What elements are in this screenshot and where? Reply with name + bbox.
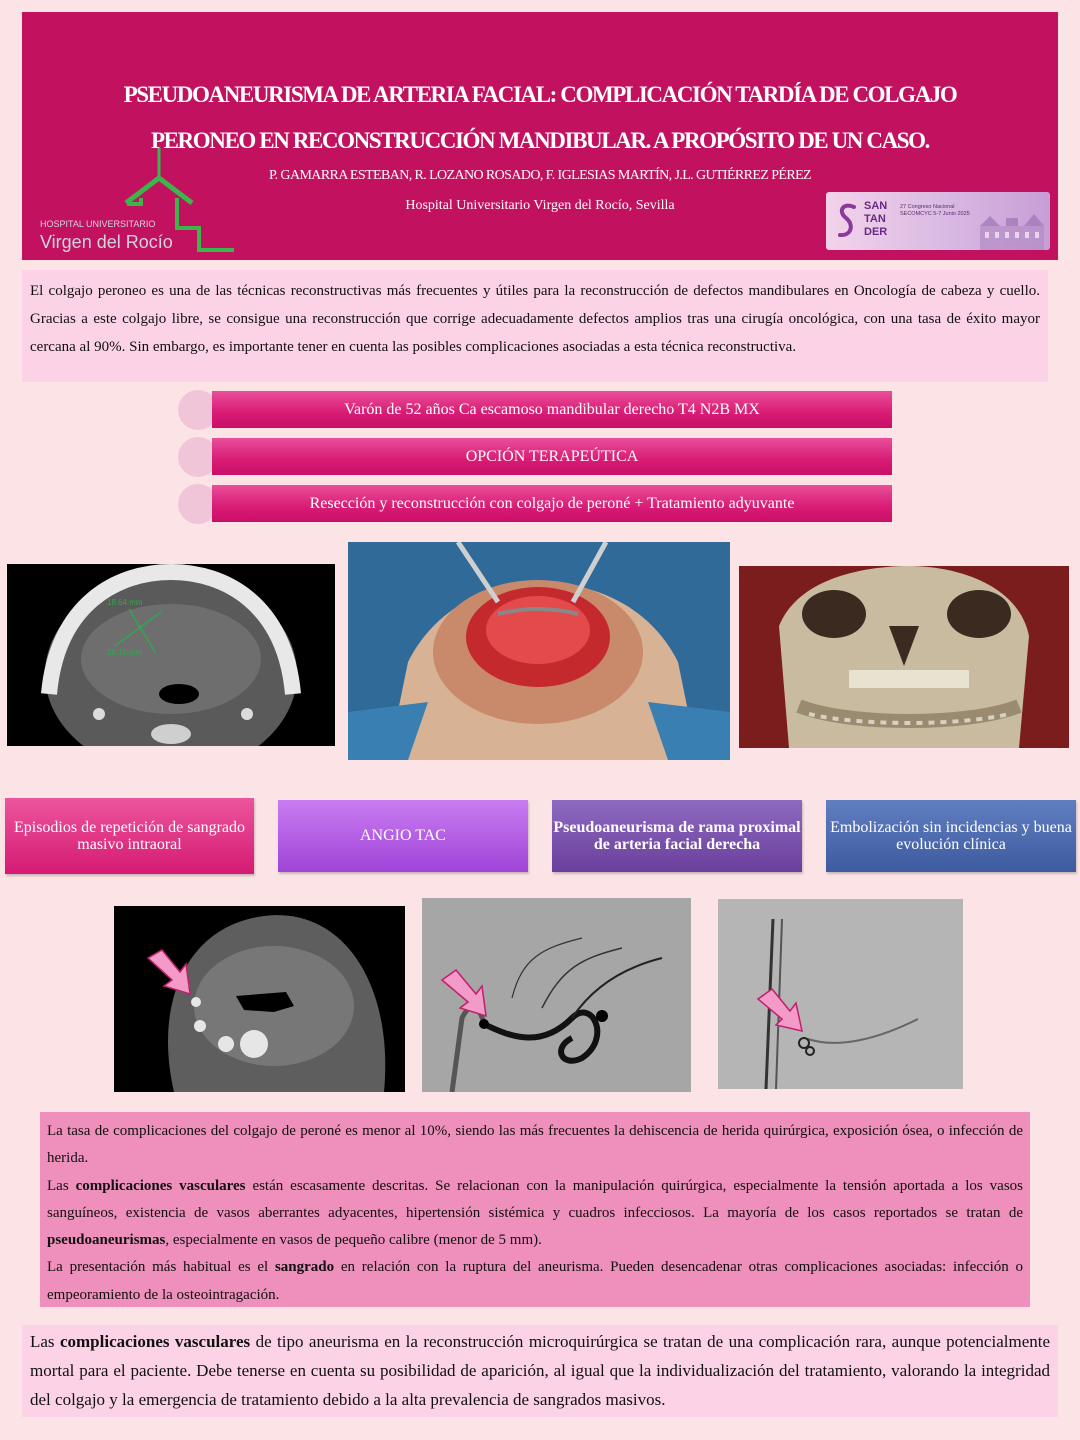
ct-scan-axial-image — [7, 564, 335, 746]
congress-city-line: TAN — [864, 213, 886, 225]
surgery-intraoperative-photo — [348, 542, 730, 760]
discussion-paragraph-3 — [47, 1254, 1023, 1309]
emphasis-text: pseudoaneurismas — [47, 1232, 166, 1249]
ct-3d-reconstruction-image — [739, 566, 1069, 748]
hospital-logo-line1: HOSPITAL UNIVERSITARIO — [40, 219, 156, 229]
poster-title: PSEUDOANEURISMA DE ARTERIA FACIAL: COMPLICACIÓN TARDÍA DE COLGAJO PERONEO EN RECONSTRUCCIÓN MANDIBULAR. A PROPÓSITO DE UN CASO. — [123, 82, 957, 153]
congress-details: 27 Congreso Nacional SECOMCYC 5-7 Junio 2025 — [900, 204, 970, 217]
text-run: La presentación más habitual es el — [47, 1259, 275, 1276]
text-run: en relación con la ruptura del aneurisma. Pueden desencadenar otras complicaciones asociadas: infección o empeoramiento de la osteointragación. — [47, 1259, 1024, 1303]
angio-ct-image — [114, 906, 405, 1092]
text-run: están escasamente descritas. Se relacionan con la manipulación quirúrgica, especialmente la tensión aportada a los vasos sanguíneos, existencia de vasos aberrantes adyacentes, hipertensión sistémica y cuadros infecciosos. La mayoría de los casos reportados se tratan de — [47, 1177, 1023, 1221]
case-bar-label: Varón de 52 años Ca escamoso mandibular derecho T4 N2B MX — [212, 391, 892, 428]
congress-city-line: SAN — [864, 200, 888, 212]
poster-header — [22, 12, 1058, 260]
congress-badge — [826, 192, 1050, 250]
discussion-box — [40, 1112, 1030, 1307]
case-item-patient — [178, 390, 894, 430]
text-run: de tipo aneurisma en la reconstrucción microquirúrgica se tratan de una complicación rara, aunque potencialmente mortal para el paciente. Debe tenerse en cuenta su posibilidad de aparición, al igual que la individualización del tratamiento, valorando la integridad del colgajo y la emergencia de tratamiento debido a la alta prevalencia de sangrados masivos. — [30, 1332, 1051, 1409]
poster-authors: P. GAMARRA ESTEBAN, R. LOZANO ROSADO, F. IGLESIAS MARTÍN, J.L. GUTIÉRREZ PÉREZ — [269, 168, 811, 183]
case-item-therapeutic-option — [178, 437, 894, 477]
discussion-paragraph-1: La tasa de complicaciones del colgajo de peroné es menor al 10%, siendo las más frecuentes la dehiscencia de herida quirúrgica, exposición ósea, o infección de herida. — [47, 1123, 1023, 1167]
hospital-logo-text — [40, 220, 230, 251]
emphasis-text: complicaciones vasculares — [75, 1177, 246, 1194]
flow-step-pseudoaneurysm: Pseudoaneurisma de rama proximal de arteria facial derecha — [552, 800, 802, 872]
intro-box: El colgajo peroneo es una de las técnicas reconstructivas más frecuentes y útiles para la reconstrucción de defectos mandibulares en Oncología de cabeza y cuello. Gracias a este colgajo libre, se consigue una reconstrucción que corrige adecuadamente defectos amplios tras una cirugía oncológica, con una tasa de éxito mayor cercana al 90%. Sin embargo, es importante tener en cuenta las posibles complicaciones asociadas a esta técnica reconstructiva. — [22, 270, 1048, 382]
discussion-paragraph-2 — [47, 1173, 1023, 1255]
text-run: Las — [47, 1177, 76, 1194]
ct-measure-label: 18.64 mm — [107, 598, 143, 607]
congress-city-line: DER — [864, 226, 888, 238]
flow-step-embolization: Embolización sin incidencias y buena evolución clínica — [826, 800, 1076, 872]
emphasis-text: complicaciones vasculares — [59, 1332, 251, 1351]
flow-step-bleeding: Episodios de repetición de sangrado masivo intraoral — [5, 798, 254, 874]
conclusion-box — [22, 1325, 1058, 1417]
flow-step-angio-tac: ANGIO TAC — [278, 800, 528, 872]
congress-city — [864, 200, 887, 239]
palace-illustration — [976, 206, 1048, 250]
poster-affiliation: Hospital Universitario Virgen del Rocío, Sevilla — [405, 198, 675, 213]
case-bar-label: OPCIÓN TERAPEÚTICA — [212, 438, 892, 475]
text-run: , especialmente en vasos de pequeño calibre (menor de 5 mm). — [165, 1232, 542, 1249]
hospital-logo-line2: Virgen del Rocío — [40, 232, 173, 252]
secomcyc-logo — [836, 202, 858, 240]
case-bar-label: Resección y reconstrucción con colgajo de peroné + Tratamiento adyuvante — [212, 485, 892, 522]
text-run: Las — [30, 1332, 60, 1351]
case-item-treatment — [178, 484, 894, 524]
emphasis-text: sangrado — [274, 1259, 335, 1276]
angiography-pre-image — [422, 898, 691, 1092]
ct-measure-label: 36.18 mm — [107, 648, 143, 657]
angiography-post-embolization-image — [718, 899, 963, 1089]
